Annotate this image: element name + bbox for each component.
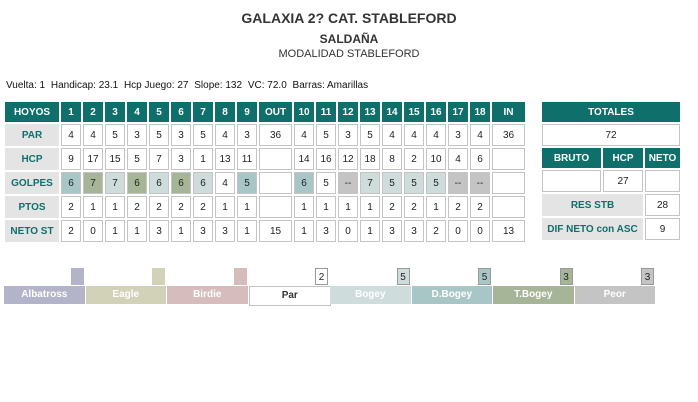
score-cell: 2 — [426, 220, 446, 242]
score-cell: 5 — [316, 172, 336, 194]
score-cell: 5 — [193, 124, 213, 146]
row-label: PAR — [5, 124, 59, 146]
handicap-info: Handicap: 23.1 — [50, 80, 119, 91]
score-cell — [259, 172, 292, 194]
hole-header: 18 — [470, 102, 490, 122]
legend-albatross: Albatross — [4, 286, 85, 304]
legend-peor: Peor — [575, 286, 656, 304]
table-row — [5, 196, 525, 218]
score-cell: 1 — [193, 148, 213, 170]
score-cell: 1 — [127, 220, 147, 242]
score-cell: 11 — [237, 148, 257, 170]
score-cell: 2 — [127, 196, 147, 218]
legend-peor-count: 3 — [641, 268, 654, 285]
score-cell: 3 — [338, 124, 358, 146]
score-cell: 5 — [149, 124, 169, 146]
score-cell: 4 — [404, 124, 424, 146]
score-cell: 36 — [259, 124, 292, 146]
score-cell: 4 — [215, 172, 235, 194]
score-cell: 13 — [215, 148, 235, 170]
score-cell: 0 — [83, 220, 103, 242]
club-name: SALDAÑA — [319, 32, 379, 46]
score-cell: 4 — [215, 124, 235, 146]
score-cell: 8 — [382, 148, 402, 170]
score-cell: 4 — [448, 148, 468, 170]
hole-header: 12 — [338, 102, 358, 122]
score-cell: 4 — [470, 124, 490, 146]
score-cell: 15 — [105, 148, 125, 170]
score-cell: 9 — [61, 148, 81, 170]
hole-header-row — [5, 102, 525, 122]
score-cell: 1 — [237, 220, 257, 242]
score-cell: 3 — [127, 124, 147, 146]
score-cell: 6 — [61, 172, 81, 194]
score-cell: 3 — [171, 148, 191, 170]
legend-bogey: Bogey — [330, 286, 411, 304]
score-cell: 5 — [127, 148, 147, 170]
scorecard-table — [3, 100, 527, 244]
score-cell: 3 — [382, 220, 402, 242]
bruto-header: BRUTO — [542, 148, 601, 168]
score-cell: 1 — [83, 196, 103, 218]
score-cell: 2 — [470, 196, 490, 218]
score-cell: 17 — [83, 148, 103, 170]
legend-par: Par — [249, 286, 332, 306]
legend-dbogey: D.Bogey — [412, 286, 493, 304]
score-cell: 6 — [470, 148, 490, 170]
score-cell: 4 — [426, 124, 446, 146]
score-cell: 13 — [492, 220, 525, 242]
score-cell: 6 — [127, 172, 147, 194]
score-cell: 2 — [382, 196, 402, 218]
legend-eagle-count — [152, 268, 165, 285]
legend-tbogey: T.Bogey — [493, 286, 574, 304]
score-cell: 5 — [237, 172, 257, 194]
hole-header: 9 — [237, 102, 257, 122]
table-row — [5, 148, 525, 170]
table-row — [5, 220, 525, 242]
score-cell: 7 — [105, 172, 125, 194]
bruto-value — [542, 170, 601, 192]
score-cell: 4 — [61, 124, 81, 146]
hoyos-header: HOYOS — [5, 102, 59, 122]
hole-header: OUT — [259, 102, 292, 122]
score-cell: 1 — [215, 196, 235, 218]
hcp-juego-info: Hcp Juego: 27 — [123, 80, 189, 91]
score-cell: 2 — [404, 196, 424, 218]
score-cell: 10 — [426, 148, 446, 170]
score-cell: 1 — [105, 196, 125, 218]
score-cell: 18 — [360, 148, 380, 170]
score-cell: 2 — [61, 196, 81, 218]
score-cell: 12 — [338, 148, 358, 170]
score-cell: 3 — [149, 220, 169, 242]
legend-par-count: 2 — [315, 268, 328, 285]
table-row — [5, 124, 525, 146]
score-cell — [492, 196, 525, 218]
score-cell: 36 — [492, 124, 525, 146]
row-label: NETO ST — [5, 220, 59, 242]
legend-tbogey-count: 3 — [560, 268, 573, 285]
hole-header: 11 — [316, 102, 336, 122]
score-cell: 0 — [470, 220, 490, 242]
legend-birdie-count — [234, 268, 247, 285]
vuelta-info: Vuelta: 1 — [6, 80, 46, 91]
score-cell: 2 — [61, 220, 81, 242]
score-cell — [259, 148, 292, 170]
hole-header: 8 — [215, 102, 235, 122]
score-cell: 5 — [382, 172, 402, 194]
score-cell: 15 — [259, 220, 292, 242]
hole-header: 16 — [426, 102, 446, 122]
legend-birdie: Birdie — [167, 286, 248, 304]
score-cell: 1 — [171, 220, 191, 242]
score-cell: 3 — [215, 220, 235, 242]
row-label: GOLPES — [5, 172, 59, 194]
hole-header: 15 — [404, 102, 424, 122]
score-cell: 3 — [237, 124, 257, 146]
row-label: PTOS — [5, 196, 59, 218]
res-stb-label: RES STB — [542, 194, 643, 216]
score-cell: 0 — [338, 220, 358, 242]
score-cell: 5 — [360, 124, 380, 146]
score-cell: 3 — [448, 124, 468, 146]
hole-header: 7 — [193, 102, 213, 122]
score-cell: 3 — [316, 220, 336, 242]
row-label: HCP — [5, 148, 59, 170]
legend-albatross-count — [71, 268, 84, 285]
hole-header: 2 — [83, 102, 103, 122]
dif-neto-label: DIF NETO con ASC — [542, 218, 643, 240]
score-cell: 3 — [171, 124, 191, 146]
barras-info: Barras: Amarillas — [292, 80, 369, 91]
score-cell: 2 — [448, 196, 468, 218]
score-cell: 2 — [404, 148, 424, 170]
slope-info: Slope: 132 — [194, 80, 243, 91]
totals-table — [540, 100, 682, 242]
table-row — [5, 172, 525, 194]
legend-eagle: Eagle — [86, 286, 167, 304]
score-cell: 5 — [316, 124, 336, 146]
hole-header: 6 — [171, 102, 191, 122]
hole-header: 1 — [61, 102, 81, 122]
score-cell: 1 — [237, 196, 257, 218]
neto-header: NETO — [645, 148, 680, 168]
score-cell — [492, 172, 525, 194]
totals-header: TOTALES — [542, 102, 680, 122]
page-title: GALAXIA 2? CAT. STABLEFORD — [241, 10, 457, 26]
score-cell: 3 — [193, 220, 213, 242]
score-cell: 4 — [294, 124, 314, 146]
score-cell: 2 — [171, 196, 191, 218]
score-cell: 6 — [294, 172, 314, 194]
score-cell: 4 — [83, 124, 103, 146]
score-cell: 5 — [426, 172, 446, 194]
round-info — [6, 80, 371, 91]
neto-value — [645, 170, 680, 192]
score-cell: 1 — [294, 196, 314, 218]
score-cell: -- — [470, 172, 490, 194]
score-cell — [259, 196, 292, 218]
par-total: 72 — [542, 124, 680, 146]
score-cell: -- — [338, 172, 358, 194]
hole-header: 10 — [294, 102, 314, 122]
hcp-value: 27 — [603, 170, 643, 192]
score-cell: 1 — [105, 220, 125, 242]
game-mode: MODALIDAD STABLEFORD — [278, 48, 420, 60]
score-cell: 1 — [426, 196, 446, 218]
score-cell: 0 — [448, 220, 468, 242]
legend-bogey-count: 5 — [397, 268, 410, 285]
hole-header: 13 — [360, 102, 380, 122]
score-cell: 14 — [294, 148, 314, 170]
score-cell: 2 — [149, 196, 169, 218]
score-cell: 6 — [193, 172, 213, 194]
score-cell: 1 — [338, 196, 358, 218]
score-cell: 7 — [83, 172, 103, 194]
score-cell: 1 — [360, 220, 380, 242]
hole-header: 17 — [448, 102, 468, 122]
res-stb-value: 28 — [645, 194, 680, 216]
hole-header: 3 — [105, 102, 125, 122]
hole-header: 5 — [149, 102, 169, 122]
score-cell: 5 — [105, 124, 125, 146]
hole-header: IN — [492, 102, 525, 122]
score-cell: 2 — [193, 196, 213, 218]
score-cell — [492, 148, 525, 170]
score-cell: 4 — [382, 124, 402, 146]
score-cell: -- — [448, 172, 468, 194]
score-cell: 1 — [360, 196, 380, 218]
score-cell: 1 — [294, 220, 314, 242]
score-cell: 1 — [316, 196, 336, 218]
score-cell: 5 — [404, 172, 424, 194]
hole-header: 4 — [127, 102, 147, 122]
score-cell: 7 — [149, 148, 169, 170]
score-cell: 16 — [316, 148, 336, 170]
score-cell: 3 — [404, 220, 424, 242]
hcp-header: HCP — [603, 148, 643, 168]
score-cell: 6 — [149, 172, 169, 194]
score-cell: 7 — [360, 172, 380, 194]
dif-neto-value: 9 — [645, 218, 680, 240]
legend-dbogey-count: 5 — [478, 268, 491, 285]
vc-info: VC: 72.0 — [247, 80, 287, 91]
hole-header: 14 — [382, 102, 402, 122]
score-cell: 6 — [171, 172, 191, 194]
